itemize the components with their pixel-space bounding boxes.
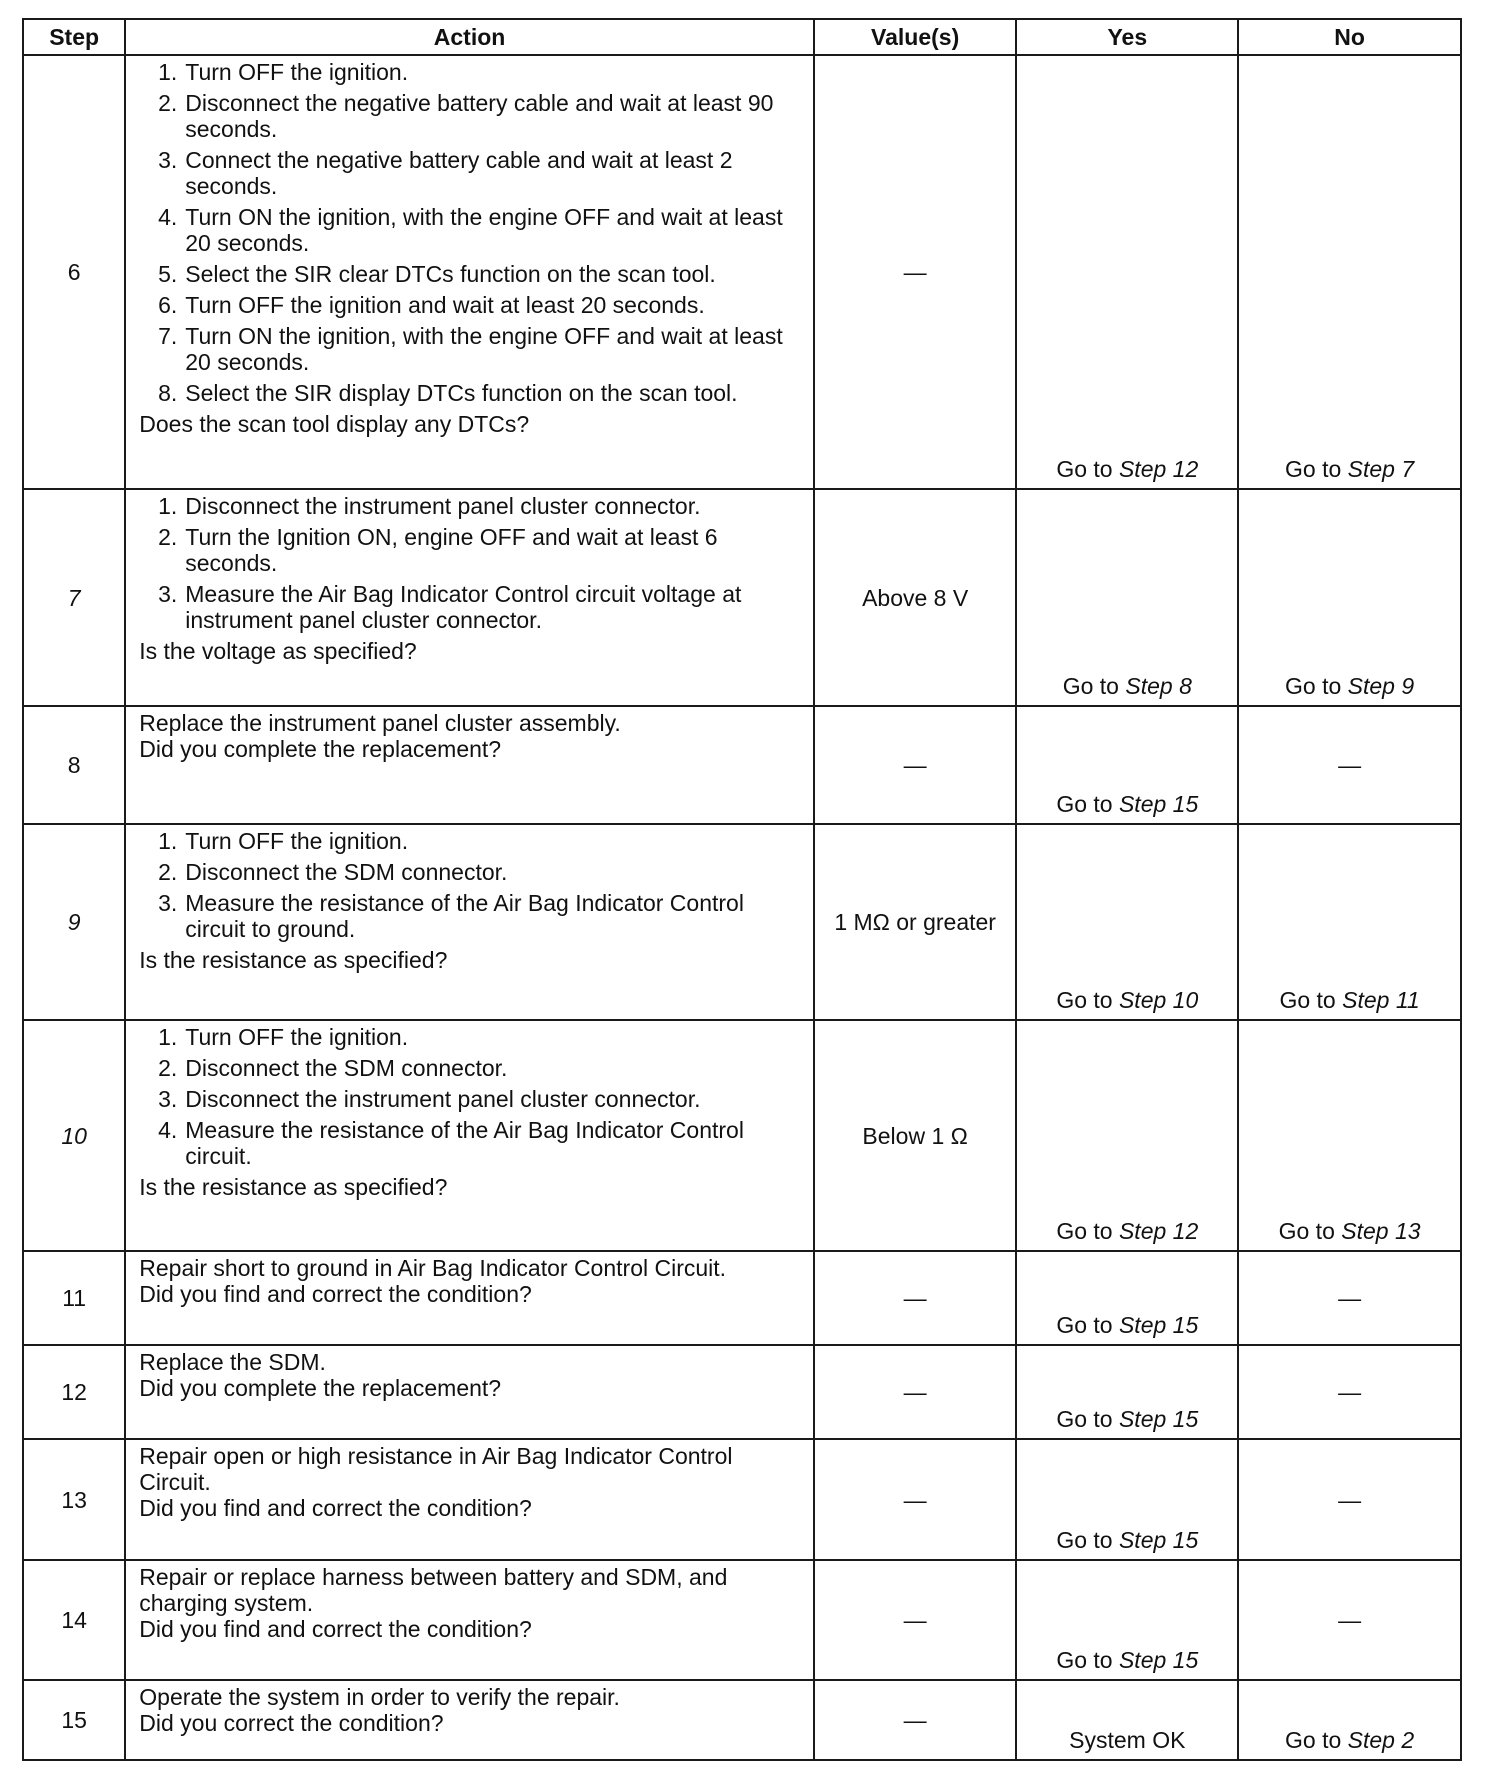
list-item: 3. Disconnect the instrument panel cluster connector. xyxy=(158,1086,701,1112)
action-text: Repair or replace harness between battery and SDM, and charging system. xyxy=(139,1564,728,1616)
list-item: 6. Turn OFF the ignition and wait at least 20 seconds. xyxy=(158,292,705,318)
action-steps xyxy=(139,828,805,947)
table-row xyxy=(23,706,1461,824)
question: Is the resistance as specified? xyxy=(139,947,448,973)
yes-cell: Go to Step 15 xyxy=(1016,1439,1238,1560)
value-cell: — xyxy=(814,1680,1017,1760)
list-item: 2. Disconnect the SDM connector. xyxy=(158,859,508,885)
question: Does the scan tool display any DTCs? xyxy=(139,411,530,437)
value-cell: — xyxy=(814,706,1017,824)
question: Did you correct the condition? xyxy=(139,1710,444,1736)
header-yes: Yes xyxy=(1016,19,1238,55)
question: Is the voltage as specified? xyxy=(139,638,417,664)
list-item: 2. Disconnect the SDM connector. xyxy=(158,1055,508,1081)
list-item: 1. Disconnect the instrument panel cluster connector. xyxy=(158,493,701,519)
list-item: 4. Turn ON the ignition, with the engine OFF and wait at least 20 seconds. xyxy=(158,204,783,256)
value-cell: — xyxy=(814,55,1017,489)
no-cell: Go to Step 13 xyxy=(1238,1020,1461,1251)
action-cell xyxy=(125,1345,814,1439)
table-row xyxy=(23,1680,1461,1760)
yes-cell: Go to Step 15 xyxy=(1016,1251,1238,1345)
header-step: Step xyxy=(23,19,125,55)
action-text: Repair open or high resistance in Air Bag Indicator Control Circuit. xyxy=(139,1443,733,1495)
no-cell: Go to Step 2 xyxy=(1238,1680,1461,1760)
step-number: 8 xyxy=(23,706,125,824)
action-steps xyxy=(139,1024,805,1174)
action-text: Repair short to ground in Air Bag Indicator Control Circuit. xyxy=(139,1255,727,1281)
no-cell: Go to Step 7 xyxy=(1238,55,1461,489)
table-row xyxy=(23,1439,1461,1560)
step-number: 11 xyxy=(23,1251,125,1345)
yes-cell: Go to Step 10 xyxy=(1016,824,1238,1020)
table-row xyxy=(23,55,1461,489)
list-item: 1. Turn OFF the ignition. xyxy=(158,1024,409,1050)
list-item: 5. Select the SIR clear DTCs function on the scan tool. xyxy=(158,261,716,287)
action-steps xyxy=(139,493,805,638)
action-text: Replace the SDM. xyxy=(139,1349,326,1375)
yes-cell: Go to Step 15 xyxy=(1016,706,1238,824)
diagnostic-table xyxy=(22,18,1462,1761)
step-number: 9 xyxy=(23,824,125,1020)
list-item: 1. Turn OFF the ignition. xyxy=(158,59,409,85)
header-values: Value(s) xyxy=(814,19,1017,55)
no-cell: — xyxy=(1238,1251,1461,1345)
table-row xyxy=(23,1251,1461,1345)
action-cell xyxy=(125,55,814,489)
no-cell: — xyxy=(1238,1345,1461,1439)
no-cell: — xyxy=(1238,706,1461,824)
no-cell: Go to Step 11 xyxy=(1238,824,1461,1020)
list-item: 4. Measure the resistance of the Air Bag Indicator Control circuit. xyxy=(158,1117,744,1169)
action-cell xyxy=(125,706,814,824)
action-cell xyxy=(125,1020,814,1251)
yes-cell: Go to Step 12 xyxy=(1016,1020,1238,1251)
value-cell: — xyxy=(814,1439,1017,1560)
value-cell: — xyxy=(814,1345,1017,1439)
question: Did you complete the replacement? xyxy=(139,736,502,762)
table-row xyxy=(23,1560,1461,1680)
question: Did you find and correct the condition? xyxy=(139,1616,532,1642)
header-action: Action xyxy=(125,19,814,55)
yes-cell: Go to Step 15 xyxy=(1016,1560,1238,1680)
step-number: 14 xyxy=(23,1560,125,1680)
no-cell: — xyxy=(1238,1439,1461,1560)
list-item: 3. Measure the Air Bag Indicator Control circuit voltage at instrument panel cluster connector. xyxy=(158,581,742,633)
action-steps xyxy=(139,59,805,411)
no-cell: — xyxy=(1238,1560,1461,1680)
step-number: 6 xyxy=(23,55,125,489)
list-item: 1. Turn OFF the ignition. xyxy=(158,828,409,854)
header-no: No xyxy=(1238,19,1461,55)
table-row xyxy=(23,489,1461,706)
value-cell: — xyxy=(814,1560,1017,1680)
step-number: 15 xyxy=(23,1680,125,1760)
value-cell: Below 1 Ω xyxy=(814,1020,1017,1251)
list-item: 2. Turn the Ignition ON, engine OFF and wait at least 6 seconds. xyxy=(158,524,718,576)
yes-cell: Go to Step 15 xyxy=(1016,1345,1238,1439)
value-cell: — xyxy=(814,1251,1017,1345)
action-text: Operate the system in order to verify the repair. xyxy=(139,1684,620,1710)
step-number: 12 xyxy=(23,1345,125,1439)
table-row xyxy=(23,824,1461,1020)
action-cell xyxy=(125,1251,814,1345)
yes-cell: Go to Step 12 xyxy=(1016,55,1238,489)
question: Did you find and correct the condition? xyxy=(139,1495,532,1521)
action-cell xyxy=(125,824,814,1020)
value-cell: 1 MΩ or greater xyxy=(814,824,1017,1020)
action-cell xyxy=(125,1439,814,1560)
list-item: 8. Select the SIR display DTCs function on the scan tool. xyxy=(158,380,738,406)
list-item: 3. Measure the resistance of the Air Bag Indicator Control circuit to ground. xyxy=(158,890,744,942)
list-item: 7. Turn ON the ignition, with the engine OFF and wait at least 20 seconds. xyxy=(158,323,783,375)
action-cell xyxy=(125,489,814,706)
step-number: 10 xyxy=(23,1020,125,1251)
question: Did you find and correct the condition? xyxy=(139,1281,532,1307)
question: Did you complete the replacement? xyxy=(139,1375,502,1401)
action-cell xyxy=(125,1560,814,1680)
value-cell: Above 8 V xyxy=(814,489,1017,706)
yes-cell: Go to Step 8 xyxy=(1016,489,1238,706)
step-number: 13 xyxy=(23,1439,125,1560)
list-item: 3. Connect the negative battery cable and wait at least 2 seconds. xyxy=(158,147,733,199)
step-number: 7 xyxy=(23,489,125,706)
yes-cell: System OK xyxy=(1016,1680,1238,1760)
action-cell xyxy=(125,1680,814,1760)
table-row xyxy=(23,1345,1461,1439)
table-row xyxy=(23,1020,1461,1251)
question: Is the resistance as specified? xyxy=(139,1174,448,1200)
action-text: Replace the instrument panel cluster assembly. xyxy=(139,710,621,736)
no-cell: Go to Step 9 xyxy=(1238,489,1461,706)
list-item: 2. Disconnect the negative battery cable and wait at least 90 seconds. xyxy=(158,90,774,142)
header-row xyxy=(23,19,1461,55)
